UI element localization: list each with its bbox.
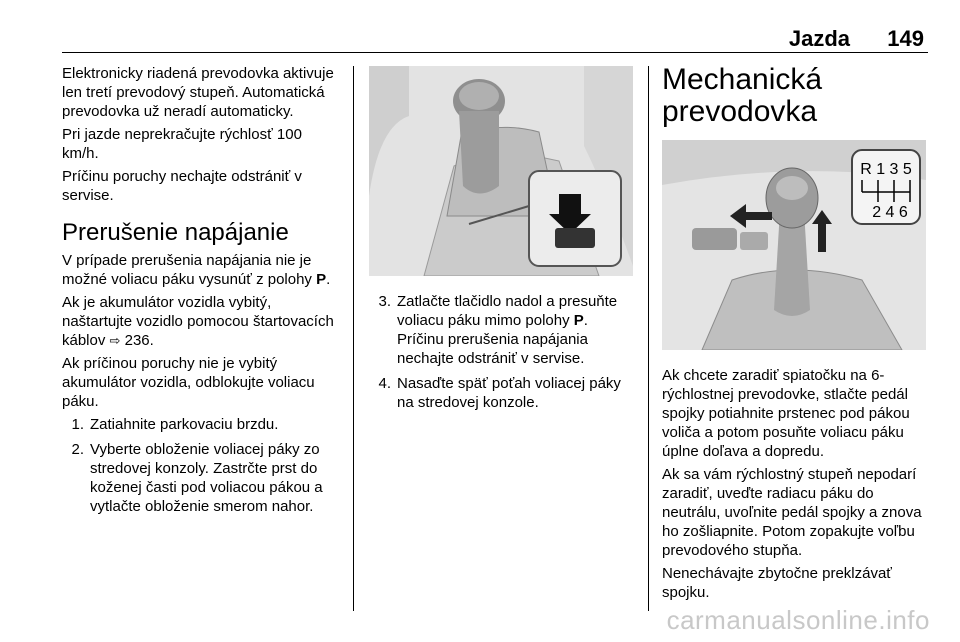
list-item: 1. Zatiahnite parkovaciu brzdu.	[71, 416, 279, 433]
list-item: 3. Zatlačte tlačidlo nadol a presuňte voliacu páku mimo polohy P. Príčinu prerušenia napájania nechajte odstrániť v servise.	[378, 293, 618, 367]
section-heading: Mechanická prevodovka	[662, 63, 823, 128]
section-heading: Prerušenie napájanie	[62, 219, 289, 246]
steps-list	[369, 292, 637, 412]
paragraph: Ak je akumulátor vozidla vybitý, naštartujte vozidlo pomocou štartovacích káblov ⇨ 236.	[62, 294, 334, 349]
paragraph: Ak sa vám rýchlostný stupeň nepodarí zaradiť, uveďte radiacu páku do neutrálu, uvoľnite pedál spojky a znova ho zošliapnite. Potom zopakujte voľbu prevodového stupňa.	[662, 466, 922, 559]
page-header	[62, 22, 928, 52]
page-number: 149	[887, 26, 924, 51]
page-reference[interactable]: 236.	[120, 332, 154, 349]
column-3-body	[662, 366, 928, 606]
column-2	[369, 288, 637, 418]
list-item: 2. Vyberte obloženie voliacej páky zo stredovej konzoly. Zastrčte prst do koženej časti pod voliacou pákou a vytlačte obloženie smerom nahor.	[71, 441, 323, 515]
paragraph: Elektronicky riadená prevodovka aktivuje len tretí prevodový stupeň. Automatická prevodovka už neradí automaticky.	[62, 65, 334, 120]
paragraph: Ak príčinou poruchy nie je vybitý akumulátor vozidla, odblokujte voliacu páku.	[62, 355, 315, 410]
column-1	[62, 64, 342, 522]
section-title: Jazda	[788, 26, 850, 51]
paragraph: Pri jazde neprekračujte rýchlosť 100 km/h.	[62, 126, 302, 162]
position-p: P	[573, 312, 584, 329]
paragraph: Ak chcete zaradiť spiatočku na 6-rýchlostnej prevodovke, stlačte pedál spojky potiahnite prstenec pod pákou voliča a potom posuňte voliacu páku úplne doľava a dopredu.	[662, 367, 910, 460]
gear-selector-drawing	[369, 66, 633, 276]
position-p: P	[316, 271, 327, 288]
steps-list	[62, 415, 342, 516]
paragraph: V prípade prerušenia napájania nie je možné voliacu páku vysunúť z polohy P.	[62, 252, 331, 288]
column-3	[662, 64, 928, 142]
manual-shifter-drawing	[662, 140, 926, 350]
header-divider	[62, 52, 928, 53]
column-divider-2	[648, 66, 649, 611]
paragraph: Nenechávajte zbytočne preklzávať spojku.	[662, 565, 892, 601]
column-divider-1	[353, 66, 354, 611]
list-item: 4. Nasaďte späť poťah voliacej páky na stredovej konzole.	[378, 375, 621, 411]
manual-gearbox-illustration	[662, 140, 926, 350]
paragraph: Príčinu poruchy nechajte odstrániť v servise.	[62, 168, 302, 204]
selector-lever-illustration	[369, 66, 633, 276]
watermark: carmanualsonline.info	[666, 605, 930, 635]
gear-pattern-bottom: 2 4 6	[872, 204, 908, 221]
gear-pattern-top: R 1 3 5	[860, 161, 912, 178]
arrow-reference-icon[interactable]: ⇨	[109, 333, 121, 348]
